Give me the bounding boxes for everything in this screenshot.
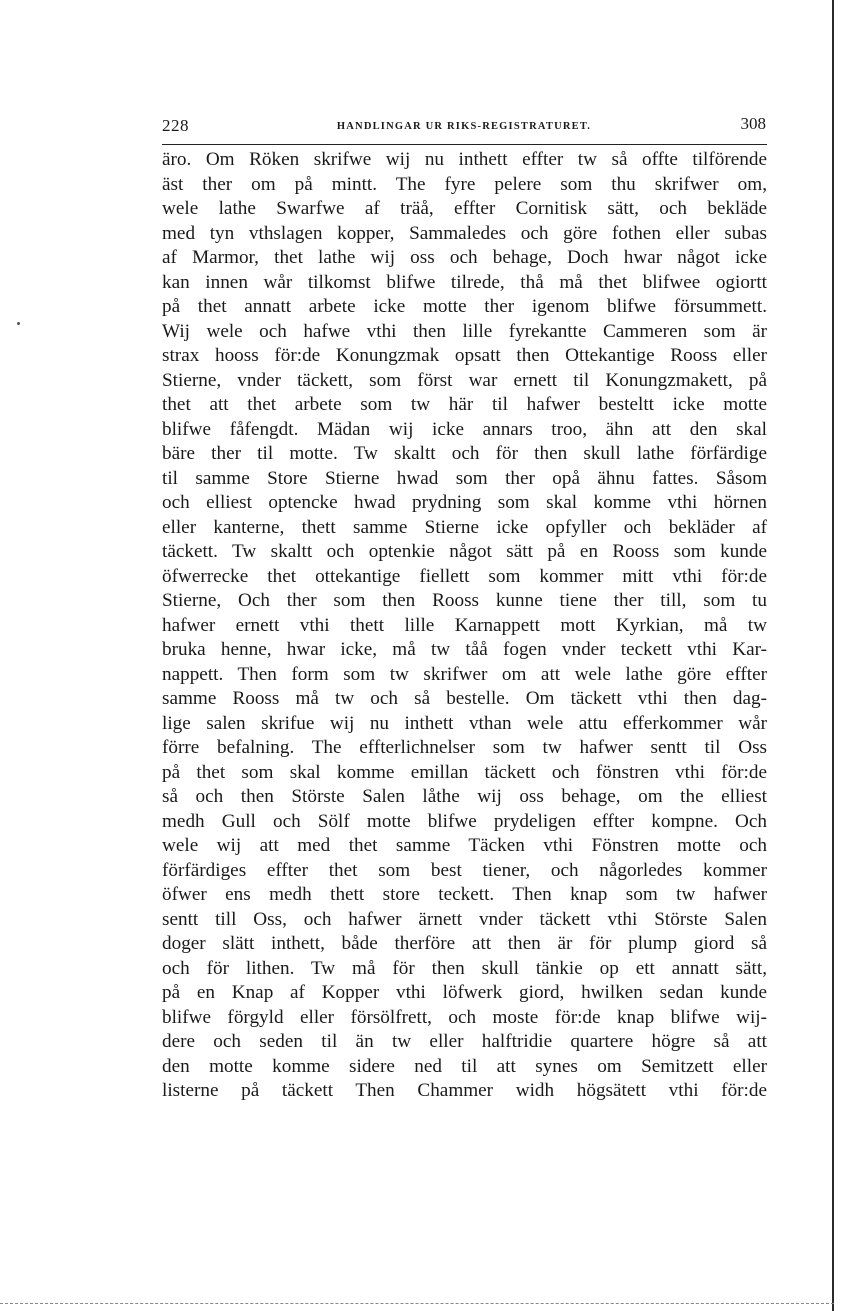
running-title: HANDLINGAR UR RIKS-REGISTRATURET. bbox=[336, 121, 592, 132]
text-line: dere och seden til än tw eller halftridie quartere högre så att bbox=[162, 1031, 767, 1052]
text-line: förfärdiges effter thet som best tiener, och någorledes kommer bbox=[162, 859, 767, 881]
text-line: bäre ther til motte. Tw skaltt och för then skull lathe förfärdige bbox=[162, 443, 767, 464]
text-line: Stierne, vnder täckett, som först war ernett til Konungzmakett, på bbox=[162, 369, 767, 391]
text-line: öfwerrecke thet ottekantige fiellett som kommer mitt vthi för:de bbox=[162, 565, 767, 587]
text-line: eller kanterne, thett samme Stierne icke opfyller och bekläder af bbox=[162, 516, 767, 538]
text-line: förre befalning. The effterlichnelser som tw hafwer sentt til Oss bbox=[162, 737, 767, 758]
text-line: blifwe förgyld eller försölfrett, och moste för:de knap blifwe wij- bbox=[162, 1006, 767, 1028]
header-rule bbox=[162, 144, 767, 145]
text-line: och för lithen. Tw må för then skull tänkie op ett annatt sätt, bbox=[162, 957, 767, 979]
body-text bbox=[162, 148, 767, 1104]
text-line: på thet som skal komme emillan täckett och fönstren vthi för:de bbox=[162, 761, 767, 783]
text-line: samme Rooss må tw och så bestelle. Om täckett vthi then dag- bbox=[162, 688, 767, 709]
folio-number: 308 bbox=[740, 114, 766, 133]
text-line: af Marmor, thet lathe wij oss och behage, Doch hwar något icke bbox=[162, 247, 767, 268]
text-line: den motte komme sidere ned til att synes om Semitzett eller bbox=[162, 1055, 767, 1077]
text-line: bruka henne, hwar icke, må tw tåå fogen vnder teckett vthi Kar- bbox=[162, 639, 767, 660]
text-line: så och then Störste Salen låthe wij oss behage, om the elliest bbox=[162, 786, 767, 807]
text-line: wele lathe Swarfwe af träå, effter Cornitisk sätt, och bekläde bbox=[162, 198, 767, 219]
margin-speck bbox=[17, 322, 20, 325]
text-line: Wij wele och hafwe vthi then lille fyrekantte Cammeren som är bbox=[162, 320, 767, 342]
text-line: kan innen wår tilkomst blifwe tilrede, thå må thet blifwee ogiortt bbox=[162, 271, 767, 293]
text-line: hafwer ernett vthi thett lille Karnappett mott Kyrkian, må tw bbox=[162, 614, 767, 636]
text-line: wele wij att med thet samme Täcken vthi Fönstren motte och bbox=[162, 835, 767, 856]
text-line: thet att thet arbete som tw här til hafwer besteltt icke motte bbox=[162, 394, 767, 415]
text-line: listerne på täckett Then Chammer widh högsätett vthi för:de bbox=[162, 1080, 767, 1101]
text-line: med tyn vthslagen kopper, Sammaledes och göre fothen eller subas bbox=[162, 222, 767, 244]
text-line: Stierne, Och ther som then Rooss kunne tiene ther till, som tu bbox=[162, 590, 767, 611]
text-line: täckett. Tw skaltt och optenkie något sätt på en Rooss som kunde bbox=[162, 541, 767, 562]
text-line: blifwe fåfengdt. Mädan wij icke annars troo, ähn att den skal bbox=[162, 418, 767, 440]
text-line: äro. Om Röken skrifwe wij nu inthett effter tw så offte tilförende bbox=[162, 149, 767, 170]
text-line: öfwer ens medh thett store teckett. Then knap som tw hafwer bbox=[162, 884, 767, 905]
text-line: nappett. Then form som tw skrifwer om att wele lathe göre effter bbox=[162, 663, 767, 685]
text-line: lige salen skrifue wij nu inthett vthan wele attu efferkommer wår bbox=[162, 712, 767, 734]
text-line: doger slätt inthett, både therföre att then är för plump giord så bbox=[162, 933, 767, 954]
page-header bbox=[162, 116, 766, 140]
text-line: strax hooss för:de Konungzmak opsatt then Ottekantige Rooss eller bbox=[162, 345, 767, 366]
page-edge-right bbox=[832, 0, 834, 1311]
text-line: medh Gull och Sölf motte blifwe prydeligen effter kompne. Och bbox=[162, 810, 767, 832]
text-line: på thet annatt arbete icke motte ther igenom blifwe försummett. bbox=[162, 296, 767, 317]
page-number: 228 bbox=[162, 116, 189, 135]
text-line: til samme Store Stierne hwad som ther opå ähnu fattes. Såsom bbox=[162, 467, 767, 489]
text-line: äst ther om på mintt. The fyre pelere som thu skrifwer om, bbox=[162, 173, 767, 195]
text-line: på en Knap af Kopper vthi löfwerk giord, hwilken sedan kunde bbox=[162, 982, 767, 1003]
text-line: och elliest optencke hwad prydning som skal komme vthi hörnen bbox=[162, 492, 767, 513]
page-edge-bottom bbox=[0, 1303, 834, 1305]
text-line: sentt till Oss, och hafwer ärnett vnder täckett vthi Störste Salen bbox=[162, 908, 767, 930]
